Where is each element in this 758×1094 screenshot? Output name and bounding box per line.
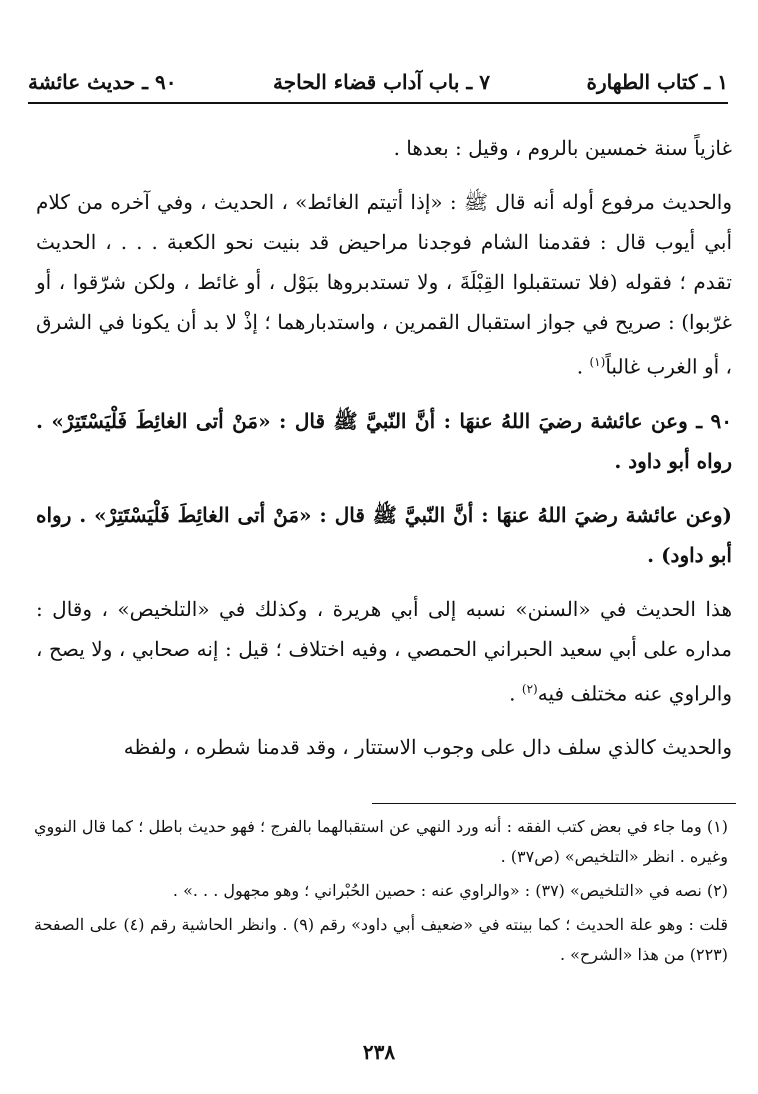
header-book: ١ ـ كتاب الطهارة: [586, 70, 728, 94]
paragraph-5-text: هذا الحديث في «السنن» نسبه إلى أبي هريرة ، وكذلك في «التلخيص» ، وقال : مداره على أبي سعيد الحبراني الحمصي ، وفيه اختلاف ؛ قيل : إنه صحابي ، ولا يصح ، والراوي عنه مختلف فيه: [36, 596, 732, 706]
main-text: [36, 128, 732, 781]
footnote-ref-2: (٢): [521, 681, 538, 696]
footnote-divider: [372, 803, 736, 804]
paragraph-5-end: .: [509, 681, 522, 706]
footnotes: [34, 812, 728, 974]
page-number: ٢٣٨: [362, 1040, 396, 1064]
running-header: [28, 62, 728, 104]
hadith-90-text: ٩٠ ـ وعن عائشة رضيَ اللهُ عنهَا : أنَّ النّبيَّ ﷺ قال : «مَنْ أتى الغائِطَ فَلْيَسْتَتِرْ» . رواه أبو داود .: [36, 408, 732, 473]
paragraph-6: والحديث كالذي سلف دال على وجوب الاستتار ، وقد قدمنا شطره ، ولفظه: [123, 735, 732, 760]
paragraph-2-end: .: [576, 354, 590, 379]
header-hadith: ٩٠ ـ حديث عائشة: [28, 70, 177, 94]
footnote-2: (٢) نصه في «التلخيص» (٣٧) : «والراوي عنه : حصين الحُبْراني ؛ وهو مجهول . . .» .: [172, 881, 728, 900]
paragraph-1: غازياً سنة خمسين بالروم ، وقيل : بعدها .: [393, 136, 732, 160]
paragraph-2-text: والحديث مرفوع أوله أنه قال ﷺ : «إذا أتيتم الغائط» ، الحديث ، وفي آخره من كلام أبي أيوب قال : فقدمنا الشام فوجدنا مراحيض قد بنيت نحو الكعبة . . . ، الحديث تقدم ؛ فقوله (فلا تستقبلوا القِبْلَةَ ، ولا تستدبروها ببَوْل ، أو غائط ، ولكن شرّقوا ، أو غرّبوا) : صريح في جواز استقبال القمرين ، واستدبارهما ؛ إذْ لا بد أن يكونا في الشرق ، أو الغرب غالباً: [36, 190, 732, 379]
footnote-2-note: قلت : وهو علة الحديث ؛ كما بينته في «ضعيف أبي داود» رقم (٩) . وانظر الحاشية رقم (٤) على الصفحة (٢٢٣) من هذا «الشرح» .: [34, 915, 729, 964]
paragraph-2: [36, 182, 732, 387]
paragraph-5: [36, 589, 732, 714]
hadith-90-commentary-quote: (وعن عائشة رضيَ اللهُ عنهَا : أنَّ النّبيَّ ﷺ قال : «مَنْ أتى الغائِطَ فَلْيَسْتَتِرْ» . رواه أبو داود) .: [36, 502, 732, 567]
footnote-ref-1: (١): [589, 355, 606, 369]
header-chapter: ٧ ـ باب آداب قضاء الحاجة: [273, 70, 490, 94]
footnote-1: (١) وما جاء في بعض كتب الفقه : أنه ورد النهي عن استقبالهما بالفرج ؛ فهو حديث باطل ؛ كما قال النووي وغيره . انظر «التلخيص» (ص٣٧) .: [34, 817, 728, 866]
